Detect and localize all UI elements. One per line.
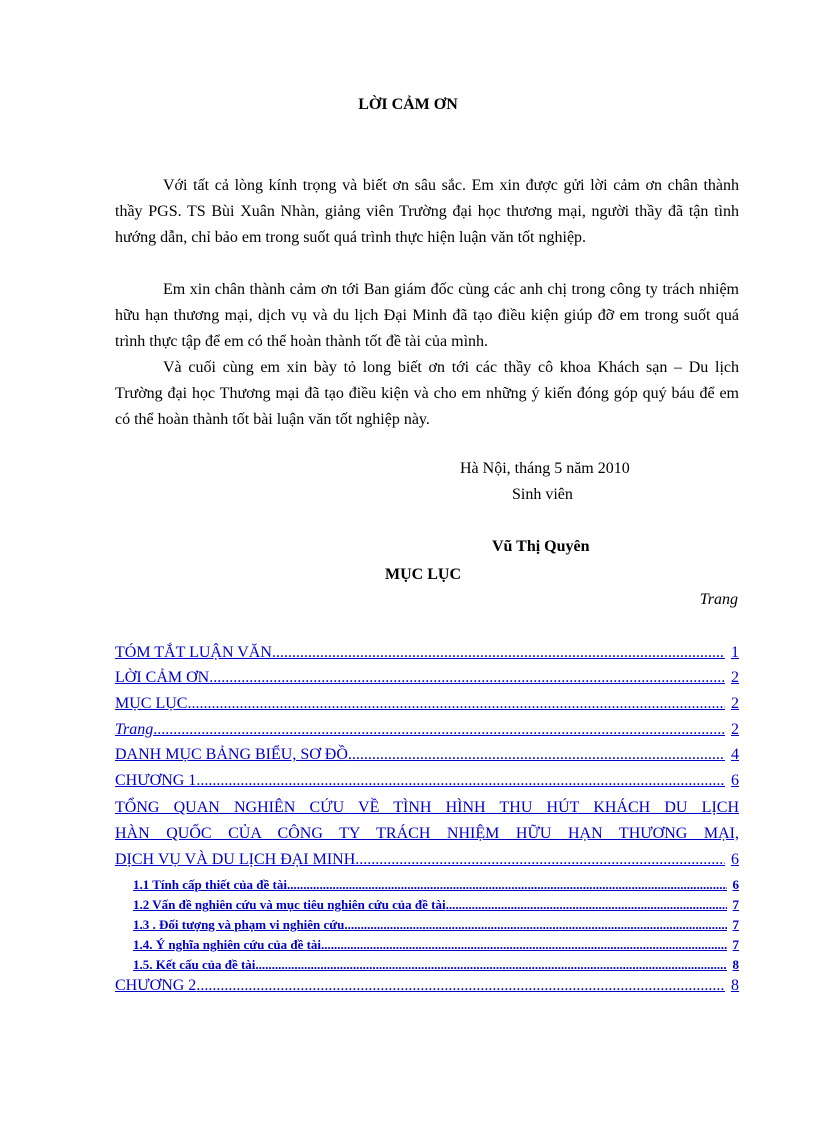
toc-link-section-1-3[interactable] (115, 915, 739, 935)
acknowledgement-paragraph-3 (115, 355, 739, 433)
chapter-1-title-line-2: HÀN QUỐC CỦA CÔNG TY TRÁCH NHIỆM HỮU HẠN THƯƠNG MẠI, (115, 825, 739, 842)
toc-entry-page: 4 (731, 746, 739, 763)
toc-entry-page: 7 (732, 917, 739, 932)
toc-entry-label: Trang (115, 721, 154, 738)
chapter-1-title-line-3 (115, 847, 739, 873)
toc-page-header: Trang (699, 591, 738, 608)
toc-entry-label: 1.3 . Đối tượng và phạm vi nghiên cứu (133, 917, 345, 932)
toc-link-section-1-5[interactable] (115, 955, 739, 975)
toc-entry-page: 7 (732, 937, 739, 952)
paragraph-2-text: Em xin chân thành cảm ơn tới Ban giám đốc cùng các anh chị trong công ty trách nhiệm hữu hạn thương mại, dịch vụ và du lịch Đại Minh đã tạo điều kiện giúp đỡ em trong suốt quá trình thực tập để em có thể hoàn thành tốt đề tài của mình. (115, 281, 739, 350)
chapter-1-title-line-3-text: DỊCH VỤ VÀ DU LỊCH ĐẠI MINH (115, 851, 356, 868)
toc-link-chapter-1[interactable] (115, 769, 739, 793)
toc-link-tables-figures[interactable] (115, 743, 739, 767)
toc-entry-label: DANH MỤC BẢNG BIỂU, SƠ ĐỒ (115, 746, 348, 763)
toc-entry-label: 1.5. Kết cấu của đề tài (133, 957, 256, 972)
chapter-1-title-line-1: TỔNG QUAN NGHIÊN CỨU VỀ TÌNH HÌNH THU HÚT KHÁCH DU LỊCH (115, 799, 739, 816)
toc-link-acknowledgement[interactable] (115, 666, 739, 690)
toc-entry-page: 6 (731, 772, 739, 789)
toc-entry-page: 6 (732, 877, 739, 892)
toc-entry-label: CHƯƠNG 2 (115, 977, 197, 994)
toc-link-section-1-1[interactable] (115, 875, 739, 895)
toc-link-trang[interactable] (115, 718, 739, 742)
toc-entry-page: 2 (731, 669, 739, 686)
acknowledgement-paragraph-2 (115, 277, 739, 355)
place-date: Hà Nội, tháng 5 năm 2010 (460, 460, 630, 477)
acknowledgement-paragraph-1 (115, 173, 739, 251)
signature-role: Sinh viên (512, 486, 573, 503)
toc-entry-page: 8 (732, 957, 739, 972)
toc-entry-label: 1.4. Ý nghĩa nghiên cứu của đề tài (133, 937, 322, 952)
toc-entry-label: CHƯƠNG 1 (115, 772, 197, 789)
toc-link-summary[interactable] (115, 641, 739, 665)
paragraph-3-text: Và cuối cùng em xin bày tỏ long biết ơn tới các thầy cô khoa Khách sạn – Du lịch Trường đại học Thương mại đã tạo điều kiện và cho em những ý kiến đóng góp quý báu để em có thể hoàn thành tốt bài luận văn tốt nghiệp này. (115, 359, 739, 428)
student-name: Vũ Thị Quyên (492, 538, 590, 555)
paragraph-1-text: Với tất cả lòng kính trọng và biết ơn sâu sắc. Em xin được gửi lời cảm ơn chân thành thầy PGS. TS Bùi Xuân Nhàn, giảng viên Trường đại học thương mại, người thầy đã tận tình hướng dẫn, chỉ bảo em trong suốt quá trình thực hiện luận văn tốt nghiệp. (115, 177, 739, 246)
toc-entry-page: 6 (731, 851, 739, 868)
toc-link-chapter-2[interactable] (115, 974, 739, 998)
toc-entry-label: 1.2 Vấn đề nghiên cứu và mục tiêu nghiên cứu của đề tài (133, 897, 446, 912)
toc-entry-page: 2 (731, 695, 739, 712)
toc-entry-page: 7 (732, 897, 739, 912)
toc-entry-page: 8 (731, 977, 739, 994)
toc-link-section-1-4[interactable] (115, 935, 739, 955)
toc-entry-page: 2 (731, 721, 739, 738)
toc-link-contents[interactable] (115, 692, 739, 716)
toc-entry-page: 1 (731, 644, 739, 661)
toc-entry-label: MỤC LỤC (115, 695, 188, 712)
toc-entry-label: TÓM TẮT LUẬN VĂN (115, 644, 272, 661)
toc-entry-label: 1.1 Tính cấp thiết của đề tài (133, 877, 287, 892)
acknowledgement-title: LỜI CẢM ƠN (358, 96, 458, 113)
toc-title: MỤC LỤC (385, 566, 461, 583)
toc-link-section-1-2[interactable] (115, 896, 739, 914)
toc-entry-label: LỜI CẢM ƠN (115, 669, 210, 686)
